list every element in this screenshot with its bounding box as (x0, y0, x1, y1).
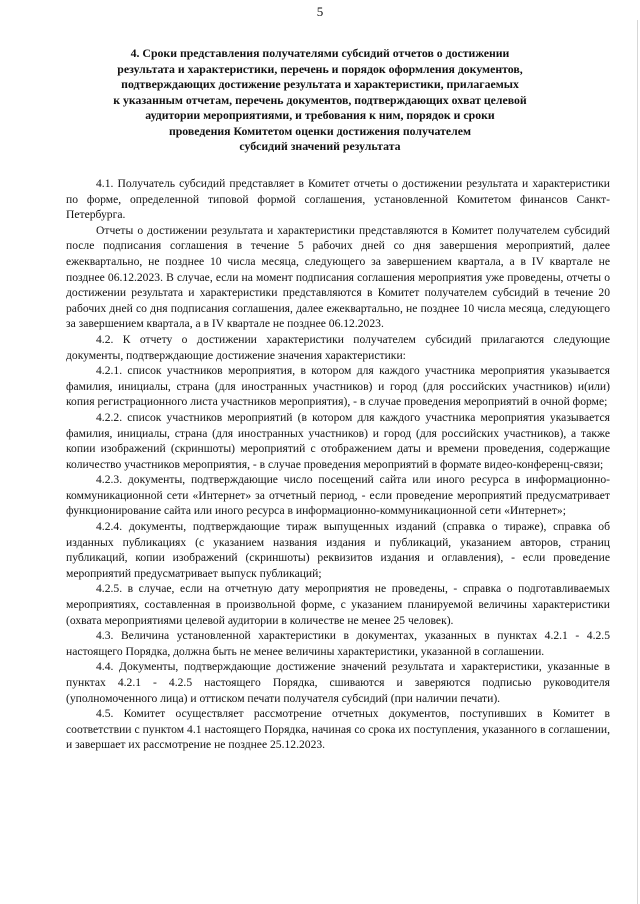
paragraph-4-1: 4.1. Получатель субсидий представляет в Комитет отчеты о достижении результата и характеристики по форме, определенной типовой формой соглашения, установленной Комитетом финансов Санкт-Петербурга. (66, 177, 610, 222)
heading-line: аудитории мероприятиями, и требования к ним, порядок и сроки (145, 108, 495, 122)
heading-line: 4. Сроки представления получателями субсидий отчетов о достижении (130, 46, 510, 60)
paragraph-4-5: 4.5. Комитет осуществляет рассмотрение отчетных документов, поступивших в Комитет в соответствии с пунктом 4.1 настоящего Порядка, начиная со срока их поступления, указанного в соглашении, и завершает их рассмотрение не позднее 25.12.2023. (66, 707, 610, 752)
heading-line: к указанным отчетам, перечень документов, подтверждающих охват целевой (113, 92, 527, 107)
paragraph-4-3: 4.3. Величина установленной характеристики в документах, указанных в пунктах 4.2.1 - 4.2.5 настоящего Порядка, должна быть не менее величины характеристики, указанной в соглашении. (66, 629, 610, 658)
scan-edge-line (637, 20, 638, 904)
section-heading (100, 46, 540, 155)
paragraph-4-2-2: 4.2.2. список участников мероприятий (в котором для каждого участника мероприятия указывается фамилия, инициалы, страна (для иностранных участников) и город (для российских участников), а также копии изображений (скриншоты) мероприятий с отображением даты и времени проведения, содержащие количество участников мероприятия, - в случае проведения мероприятий в формате видео-конференц-связи; (66, 410, 610, 471)
page-number: 5 (316, 4, 324, 19)
heading-line: субсидий значений результата (239, 139, 401, 153)
heading-line: результата и характеристики, перечень и порядок оформления документов, (117, 61, 523, 76)
document-body (66, 176, 610, 753)
paragraph-4-2-5: 4.2.5. в случае, если на отчетную дату мероприятия не проведены, - справка о подготавливаемых мероприятиях, составленная в произвольной форме, с указанием планируемой величины характеристики (охвата мероприятиями целевой аудитории в количестве не менее 25 человек). (66, 582, 610, 627)
paragraph-4-2-4: 4.2.4. документы, подтверждающие тираж выпущенных изданий (справка о тираже), справка об изданных публикациях (с указанием названия издания и публикаций, указанием авторов, страниц публикаций, копии изображений (скриншоты) реквизитов издания и оглавления), - если проведение мероприятий предусматривает выпуск публикаций; (66, 520, 610, 580)
heading-line: проведения Комитетом оценки достижения получателем (168, 123, 472, 138)
paragraph-reports-deadlines: Отчеты о достижении результата и характеристики представляются в Комитет получателем субсидий после подписания соглашения в течение 5 рабочих дней со дня завершения мероприятий, далее ежеквартально, не позднее 10 числа месяца, следующего за завершением квартала, а в IV квартале не позднее 06.12.2023. В случае, если на момент подписания соглашения мероприятия уже проведены, отчеты о достижении результата и характеристики представляются в Комитет получателем субсидий в течение 20 рабочих дней со дня подписания соглашения, далее ежеквартально, не позднее 10 числа месяца, следующего за завершением квартала, а в IV квартале не позднее 06.12.2023. (66, 223, 610, 331)
paragraph-4-4: 4.4. Документы, подтверждающие достижение значений результата и характеристики, указанные в пунктах 4.2.1 - 4.2.5 настоящего Порядка, сшиваются и заверяются подписью руководителя (уполномоченного лица) и оттиском печати получателя субсидий (при наличии печати). (66, 660, 610, 705)
paragraph-4-2-1: 4.2.1. список участников мероприятия, в котором для каждого участника мероприятия указывается фамилия, инициалы, страна (для иностранных участников) и город (для российских участников) и(или) копия регистрационного листа участников мероприятия), - в случае проведения мероприятий в очной форме; (66, 364, 610, 409)
heading-line: подтверждающих достижение результата и характеристики, прилагаемых (121, 77, 519, 91)
paragraph-4-2-3: 4.2.3. документы, подтверждающие число посещений сайта или иного ресурса в информационно-коммуникационной сети «Интернет» за отчетный период, - если проведение мероприятий предусматривает функционирование сайта или иного ресурса в информационно-коммуникационной сети «Интернет»; (66, 473, 610, 518)
paragraph-4-2: 4.2. К отчету о достижении характеристики получателем субсидий прилагаются следующие документы, подтверждающие достижение значения характеристики: (66, 332, 610, 362)
